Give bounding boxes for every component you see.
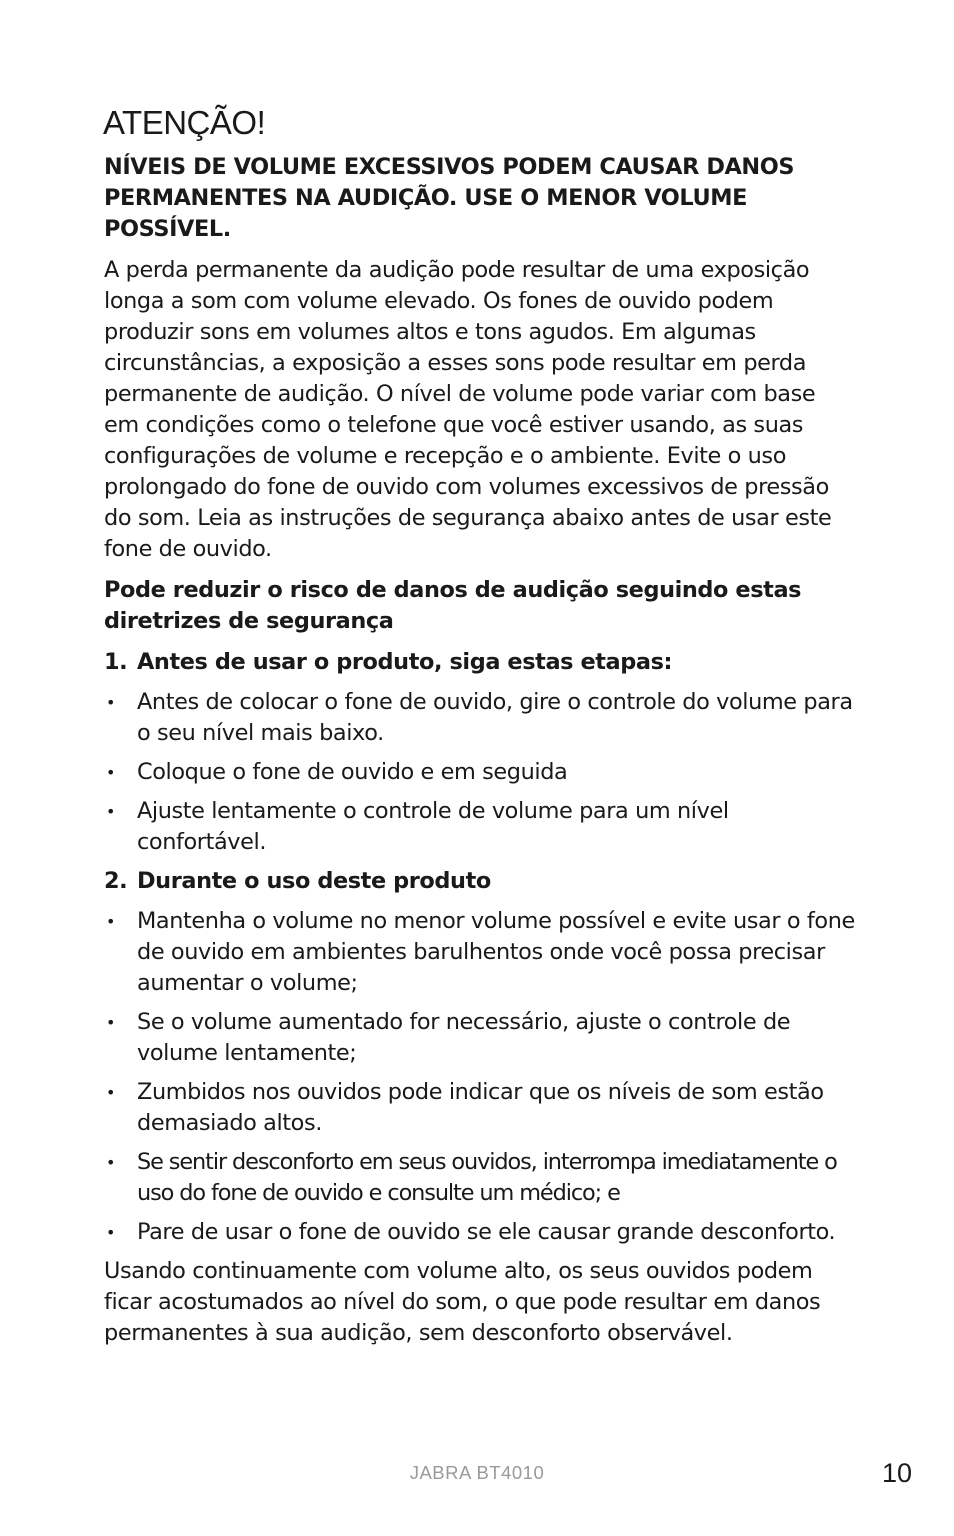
- step-label: Antes de usar o produto, siga estas etapas:: [137, 649, 673, 675]
- bullet-icon: •: [106, 1223, 116, 1242]
- list-item-text: Ajuste lentamente o controle de volume para um nível confortável.: [137, 798, 729, 855]
- bullet-icon: •: [106, 912, 116, 931]
- intro-paragraph: A perda permanente da audição pode resultar de uma exposição longa a som com volume elevado. Os fones de ouvido podem produzir sons em volumes altos e tons agudos. Em algumas circunstâncias, a exposição a esses sons pode resultar em perda permanente de audição. O nível de volume pode variar com base em condições como o telefone que você estiver usando, as suas configurações de volume e recepção e o ambiente. Evite o uso prolongado do fone de ouvido com volumes excessivos de pressão do som. Leia as instruções de segurança abaixo antes de usar este fone de ouvido.: [104, 257, 832, 562]
- closing-paragraph: Usando continuamente com volume alto, os seus ouvidos podem ficar acostumados ao nível do som, o que pode resultar em danos permanentes à sua audição, sem desconforto observável.: [104, 1258, 821, 1346]
- list-item-text: Pare de usar o fone de ouvido se ele causar grande desconforto.: [137, 1219, 836, 1245]
- step-number: 1.: [104, 649, 128, 675]
- page-number: 10: [881, 1458, 912, 1488]
- bullet-icon: •: [106, 1013, 116, 1032]
- step-label: Durante o uso deste produto: [137, 868, 491, 894]
- bullet-icon: •: [106, 1153, 115, 1172]
- list-item: [104, 796, 856, 858]
- list-item: [104, 1007, 856, 1069]
- list-item-text: Se o volume aumentado for necessário, ajuste o controle de volume lentamente;: [137, 1009, 791, 1066]
- list-item-text: Coloque o fone de ouvido e em seguida: [137, 759, 568, 785]
- warning-heading: NÍVEIS DE VOLUME EXCESSIVOS PODEM CAUSAR DANOS PERMANENTES NA AUDIÇÃO. USE O MENOR VOLUME POSSÍVEL.: [104, 154, 795, 242]
- list-item: [104, 1217, 856, 1248]
- bullet-icon: •: [106, 763, 116, 782]
- step-1-heading: [104, 647, 856, 678]
- footer-brand: JABRA BT4010: [409, 1462, 545, 1483]
- guidelines-heading: Pode reduzir o risco de danos de audição seguindo estas diretrizes de segurança: [104, 577, 802, 634]
- list-item-text: Antes de colocar o fone de ouvido, gire o controle do volume para o seu nível mais baixo.: [137, 689, 853, 746]
- page-title: ATENÇÃO!: [103, 104, 266, 141]
- step-1-list: [104, 687, 856, 858]
- document-page: [104, 104, 856, 1359]
- list-item: [104, 1077, 856, 1139]
- list-item-text: Mantenha o volume no menor volume possível e evite usar o fone de ouvido em ambientes barulhentos onde você possa precisar aumentar o volume;: [137, 908, 855, 996]
- list-item: [104, 757, 856, 788]
- step-number: 2.: [104, 868, 128, 894]
- step-2-heading: [104, 866, 856, 897]
- list-item: [104, 906, 856, 999]
- bullet-icon: •: [106, 1083, 116, 1102]
- bullet-icon: •: [106, 693, 116, 712]
- list-item: [104, 687, 856, 749]
- list-item: [104, 1147, 856, 1209]
- list-item-text: Zumbidos nos ouvidos pode indicar que os níveis de som estão demasiado altos.: [137, 1079, 824, 1136]
- step-2-list: [104, 906, 856, 1248]
- bullet-icon: •: [106, 802, 116, 821]
- list-item-text: Se sentir desconforto em seus ouvidos, interrompa imediatamente o uso do fone de ouvido e consulte um médico; e: [137, 1149, 837, 1206]
